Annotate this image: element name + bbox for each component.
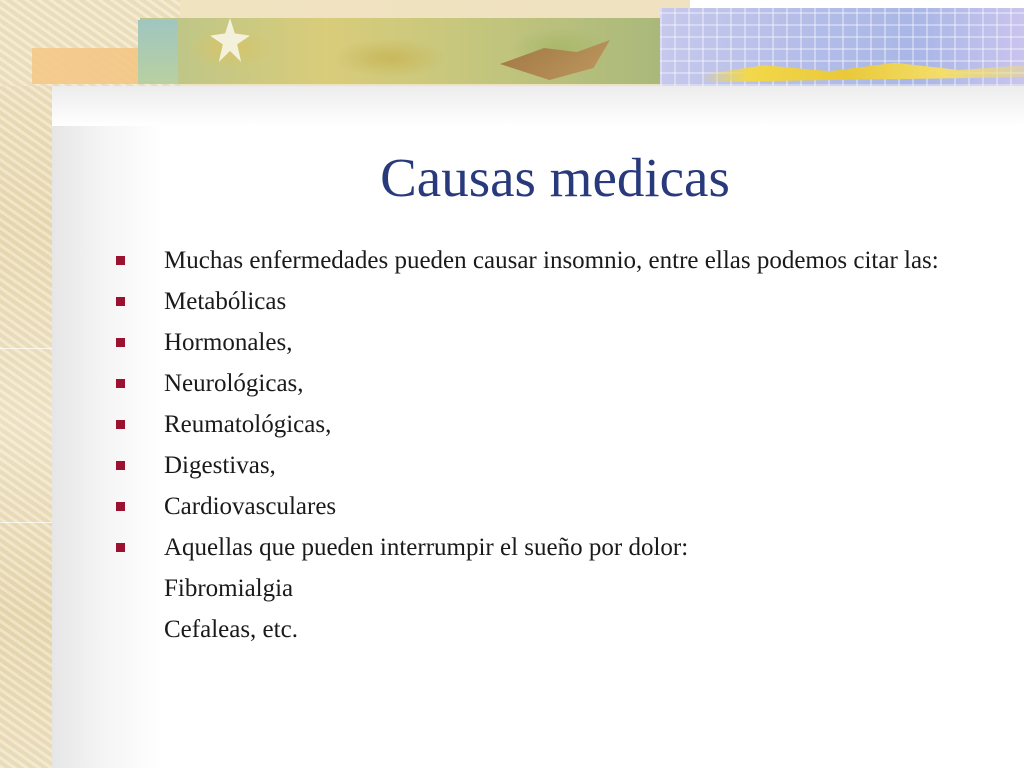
list-item-text: Digestivas, — [164, 452, 276, 479]
list-item-text: Aquellas que pueden interrumpir el sueño por dolor: — [164, 534, 689, 561]
square-bullet-icon — [116, 338, 125, 347]
list-item-text: Reumatológicas, — [164, 411, 332, 438]
banner-shadow — [52, 86, 1024, 126]
list-item — [110, 367, 970, 401]
square-bullet-icon — [116, 379, 125, 388]
list-item — [110, 490, 970, 524]
square-bullet-icon — [116, 502, 125, 511]
sub-item-cefaleas: Cefaleas, etc. — [164, 616, 298, 643]
square-bullet-icon — [116, 543, 125, 552]
square-bullet-icon — [116, 461, 125, 470]
list-item-text: Hormonales, — [164, 329, 293, 356]
list-item-text: Metabólicas — [164, 288, 287, 315]
slide-title: Causas medicas — [380, 147, 730, 208]
list-item-text: Neurológicas, — [164, 370, 304, 397]
bullet-list — [110, 244, 970, 654]
list-item — [110, 285, 970, 319]
list-item-text: Cardiovasculares — [164, 493, 337, 520]
sub-item-fibromialgia: Fibromialgia — [164, 575, 294, 602]
square-bullet-icon — [116, 297, 125, 306]
top-banner-image — [0, 0, 1024, 86]
list-item — [110, 449, 970, 483]
list-item — [110, 408, 970, 442]
left-decorative-strip — [0, 0, 52, 768]
square-bullet-icon — [116, 420, 125, 429]
list-item — [110, 244, 970, 278]
list-item — [110, 326, 970, 360]
list-item-text: Muchas enfermedades pueden causar insomnio, entre ellas podemos citar las: — [164, 247, 939, 274]
list-item — [110, 531, 970, 565]
square-bullet-icon — [116, 256, 125, 265]
